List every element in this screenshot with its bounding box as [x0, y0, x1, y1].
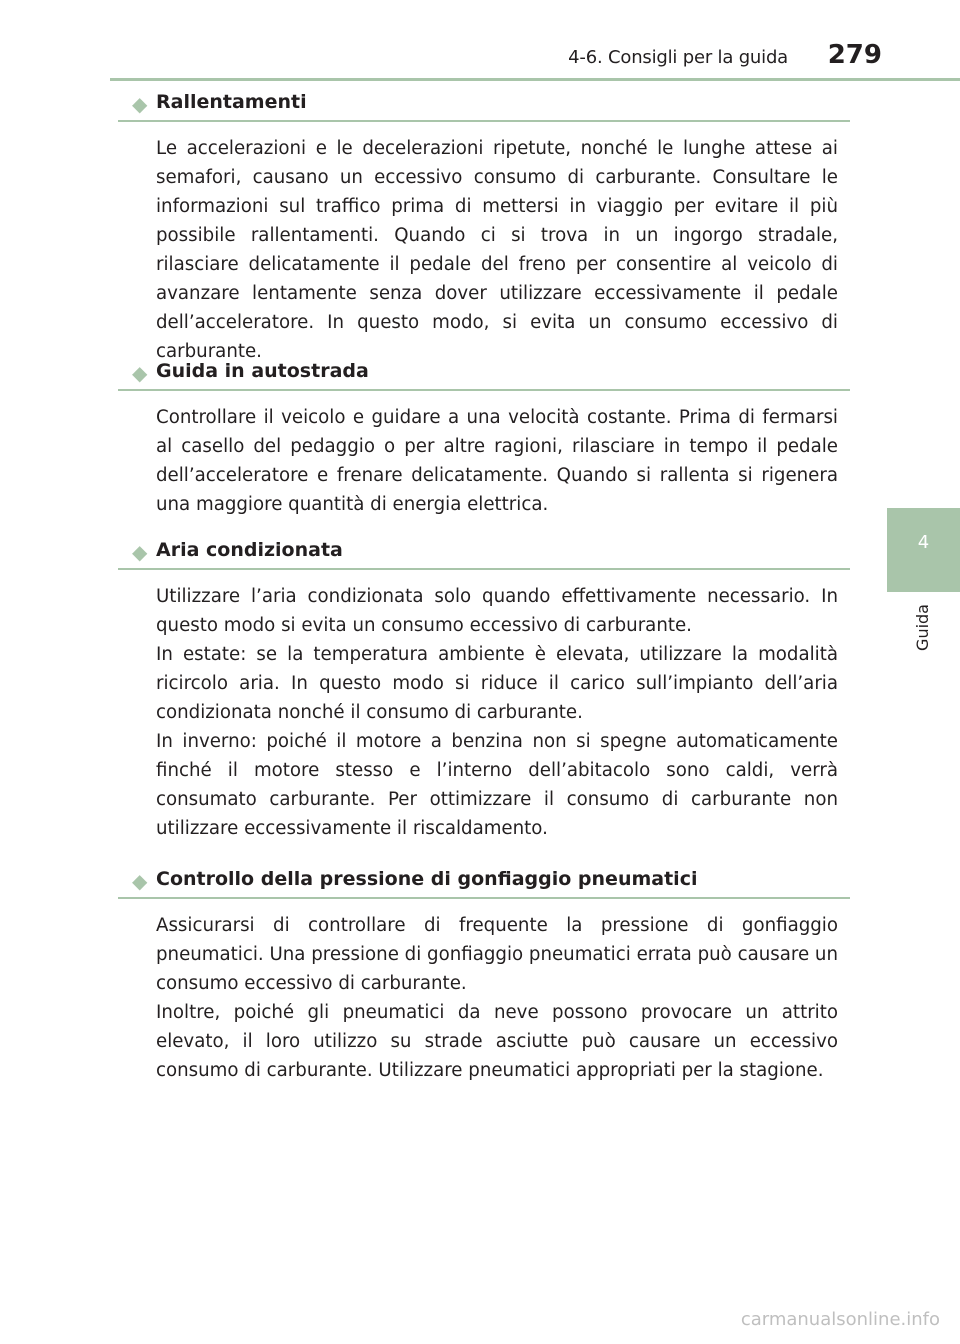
heading-divider: [118, 389, 850, 391]
section-aria-condizionata: [118, 539, 850, 843]
section-heading: [118, 360, 850, 403]
section-heading: [118, 539, 850, 582]
header-section-title: 4-6. Consigli per la guida: [568, 47, 788, 68]
paragraph: In estate: se la temperatura ambiente è elevata, utilizzare la modalità ricircolo aria. In questo modo si riduce il carico sull’impianto dell’aria condizionata nonché il consumo di carburante.: [156, 644, 838, 723]
page-header: [0, 0, 960, 80]
heading-divider: [118, 568, 850, 570]
chapter-tab: [887, 508, 960, 592]
diamond-icon: ◆: [132, 869, 148, 893]
section-rallentamenti: [118, 91, 850, 366]
section-guida-in-autostrada: [118, 360, 850, 519]
diamond-icon: ◆: [132, 540, 148, 564]
paragraph: Controllare il veicolo e guidare a una velocità costante. Prima di fermarsi al casello del pedaggio o per altre ragioni, rilasciare in tempo il pedale dell’acceleratore e frenare delicatamente. Quando si rallenta si rigenera una maggiore quantità di energia elettrica.: [156, 407, 838, 515]
section-heading: [118, 868, 850, 911]
section-heading-text: Rallentamenti: [156, 91, 307, 113]
paragraph: Le accelerazioni e le decelerazioni ripetute, nonché le lunghe attese ai semafori, causano un eccessivo consumo di carburante. Consultare le informazioni sul traffico prima di mettersi in viaggio per evitare il più possibile rallentamenti. Quando ci si trova in un ingorgo stradale, rilasciare delicatamente il pedale del freno per consentire al veicolo di avanzare lentamente senza dover utilizzare eccessivamente il pedale dell’acceleratore. In questo modo, si evita un consumo eccessivo di carburante.: [156, 138, 838, 362]
diamond-icon: ◆: [132, 92, 148, 116]
section-heading: [118, 91, 850, 134]
chapter-label-text: Guida: [913, 604, 932, 651]
chapter-label: [887, 600, 960, 660]
header-divider: [110, 78, 960, 81]
section-pressione-pneumatici: [118, 868, 850, 1085]
heading-divider: [118, 897, 850, 899]
heading-divider: [118, 120, 850, 122]
paragraph: In inverno: poiché il motore a benzina non si spegne automaticamente finché il motore stesso e l’interno dell’abitacolo sono caldi, verrà consumato carburante. Per ottimizzare il consumo di carburante non utilizzare eccessivamente il riscaldamento.: [156, 731, 838, 839]
section-heading-text: Aria condizionata: [156, 539, 343, 561]
diamond-icon: ◆: [132, 361, 148, 385]
paragraph: Utilizzare l’aria condizionata solo quando effettivamente necessario. In questo modo si evita un consumo eccessivo di carburante.: [156, 586, 838, 636]
paragraph: Inoltre, poiché gli pneumatici da neve possono provocare un attrito elevato, il loro utilizzo su strade asciutte può causare un eccessivo consumo di carburante. Utilizzare pneumatici appropriati per la stagione.: [156, 1002, 838, 1081]
watermark: carmanualsonline.info: [740, 1309, 940, 1330]
section-heading-text: Controllo della pressione di gonfiaggio pneumatici: [156, 868, 698, 890]
section-heading-text: Guida in autostrada: [156, 360, 369, 382]
page-number: 279: [827, 40, 882, 70]
paragraph: Assicurarsi di controllare di frequente la pressione di gonfiaggio pneumatici. Una pressione di gonfiaggio pneumatici errata può causare un consumo eccessivo di carburante.: [156, 915, 838, 994]
chapter-number: 4: [917, 532, 930, 553]
